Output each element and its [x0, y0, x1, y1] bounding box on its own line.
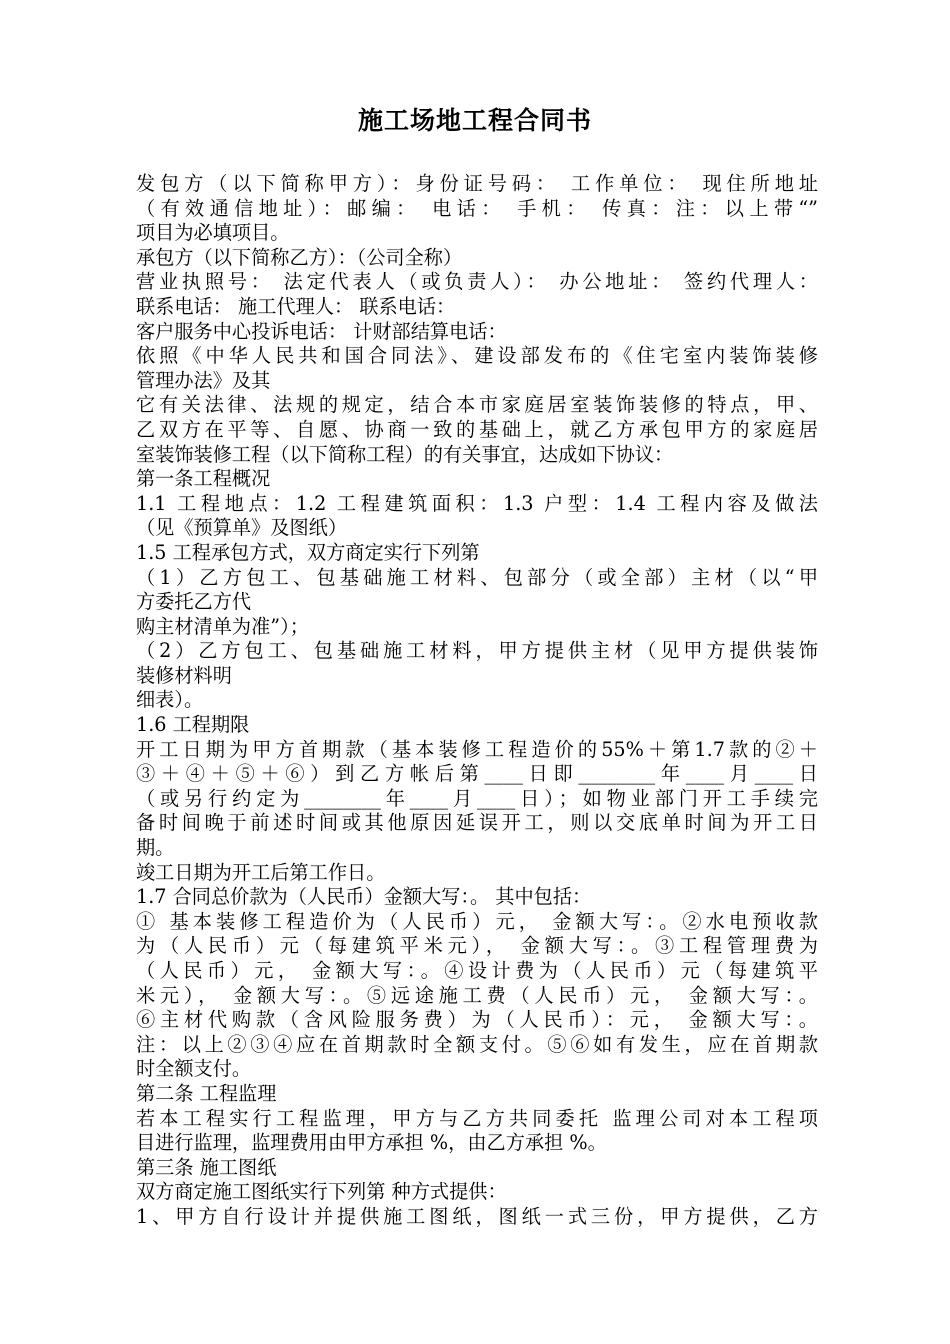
text-line: 乙双方在平等、自愿、协商一致的基础上，就乙方承包甲方的家庭居 [136, 417, 818, 441]
text-line: （有效通信地址）：邮编： 电话： 手机： 传真：注：以上带“” [136, 196, 818, 220]
text-line: 第一条工程概况 [136, 467, 271, 491]
text-line: 若本工程实行工程监理，甲方与乙方共同委托 监理公司对本工程项 [136, 1106, 818, 1130]
text-line: 备时间晚于前述时间或其他原因延误开工，则以交底单时间为开工日 [136, 811, 818, 835]
text-line: 依照《中华人民共和国合同法》、建设部发布的《住宅室内装饰装修 [136, 344, 818, 368]
text-line: 营业执照号： 法定代表人（或负责人）： 办公地址： 签约代理人： [136, 270, 818, 294]
text-line: 目进行监理，监理费用由甲方承担 %，由乙方承担 %。 [136, 1131, 607, 1155]
text-line: 1.6 工程期限 [136, 713, 250, 737]
text-line: 竣工日期为开工后第工作日。 [136, 860, 386, 884]
text-line: 细表）。 [136, 688, 204, 712]
text-line: 1、甲方自行设计并提供施工图纸，图纸一式三份，甲方提供，乙方 [136, 1204, 818, 1228]
text-line: 期。 [136, 836, 175, 860]
text-line: 联系电话： 施工代理人： 联系电话： [136, 294, 456, 318]
text-line: 注：以上②③④应在首期款时全额支付。⑤⑥如有发生，应在首期款 [136, 1032, 818, 1056]
text-line: （1）乙方包工、包基础施工材料、包部分（或全部）主材（以“甲 [136, 565, 818, 589]
text-line: （或另行约定为________年____月____日）；如物业部门开工手续完 [136, 786, 818, 810]
text-line: 第二条 工程监理 [136, 1081, 277, 1105]
text-line: 它有关法律、法规的规定，结合本市家庭居室装饰装修的特点，甲、 [136, 393, 818, 417]
text-line: 1.7 合同总价款为（人民币）金额大写：。 其中包括： [136, 885, 592, 909]
text-line: ① 基本装修工程造价为（人民币）元， 金额大写：。②水电预收款 [136, 909, 818, 933]
text-line: 为（人民币）元（每建筑平米元）， 金额大写：。③工程管理费为 [136, 934, 818, 958]
text-line: 开工日期为甲方首期款（基本装修工程造价的55%＋第1.7款的②＋ [136, 737, 818, 761]
text-line: 方委托乙方代 [136, 590, 252, 614]
text-line: 购主材清单为准”）； [136, 614, 309, 638]
text-line: 时全额支付。 [136, 1057, 252, 1081]
text-line: 1.5 工程承包方式，双方商定实行下列第 [136, 540, 480, 564]
text-line: （人民币）元， 金额大写：。④设计费为（人民币）元（每建筑平 [136, 959, 818, 982]
text-line: 装修材料明 [136, 663, 232, 687]
text-line: ⑥主材代购款（含风险服务费）为（人民币）：元， 金额大写：。 [136, 1008, 818, 1032]
text-line: ③＋④＋⑤＋⑥）到乙方帐后第____日即________年____月____日 [136, 762, 818, 786]
text-line: 项目为必填项目。 [136, 221, 290, 245]
text-line: 管理办法》及其 [136, 368, 271, 392]
document-body [136, 172, 818, 1230]
text-line: （2）乙方包工、包基础施工材料，甲方提供主材（见甲方提供装饰 [136, 639, 818, 663]
text-line: 1.1 工程地点：1.2 工程建筑面积：1.3 户型：1.4 工程内容及做法 [136, 491, 818, 515]
document-title: 施工场地工程合同书 [357, 106, 592, 135]
text-line: 承包方（以下简称乙方）：（公司全称） [136, 245, 463, 269]
text-line: 米元）， 金额大写：。⑤远途施工费（人民币）元， 金额大写：。 [136, 983, 818, 1007]
text-line: 客户服务中心投诉电话： 计财部结算电话： [136, 319, 507, 343]
text-line: 发包方（以下简称甲方）：身份证号码： 工作单位： 现住所地址 [136, 172, 818, 195]
text-line: 双方商定施工图纸实行下列第 种方式提供： [136, 1180, 507, 1204]
text-line: 第三条 施工图纸 [136, 1155, 277, 1179]
text-line: 室装饰装修工程（以下简称工程）的有关事宜，达成如下协议： [136, 442, 674, 466]
text-line: （见《预算单》及图纸） [136, 516, 348, 540]
